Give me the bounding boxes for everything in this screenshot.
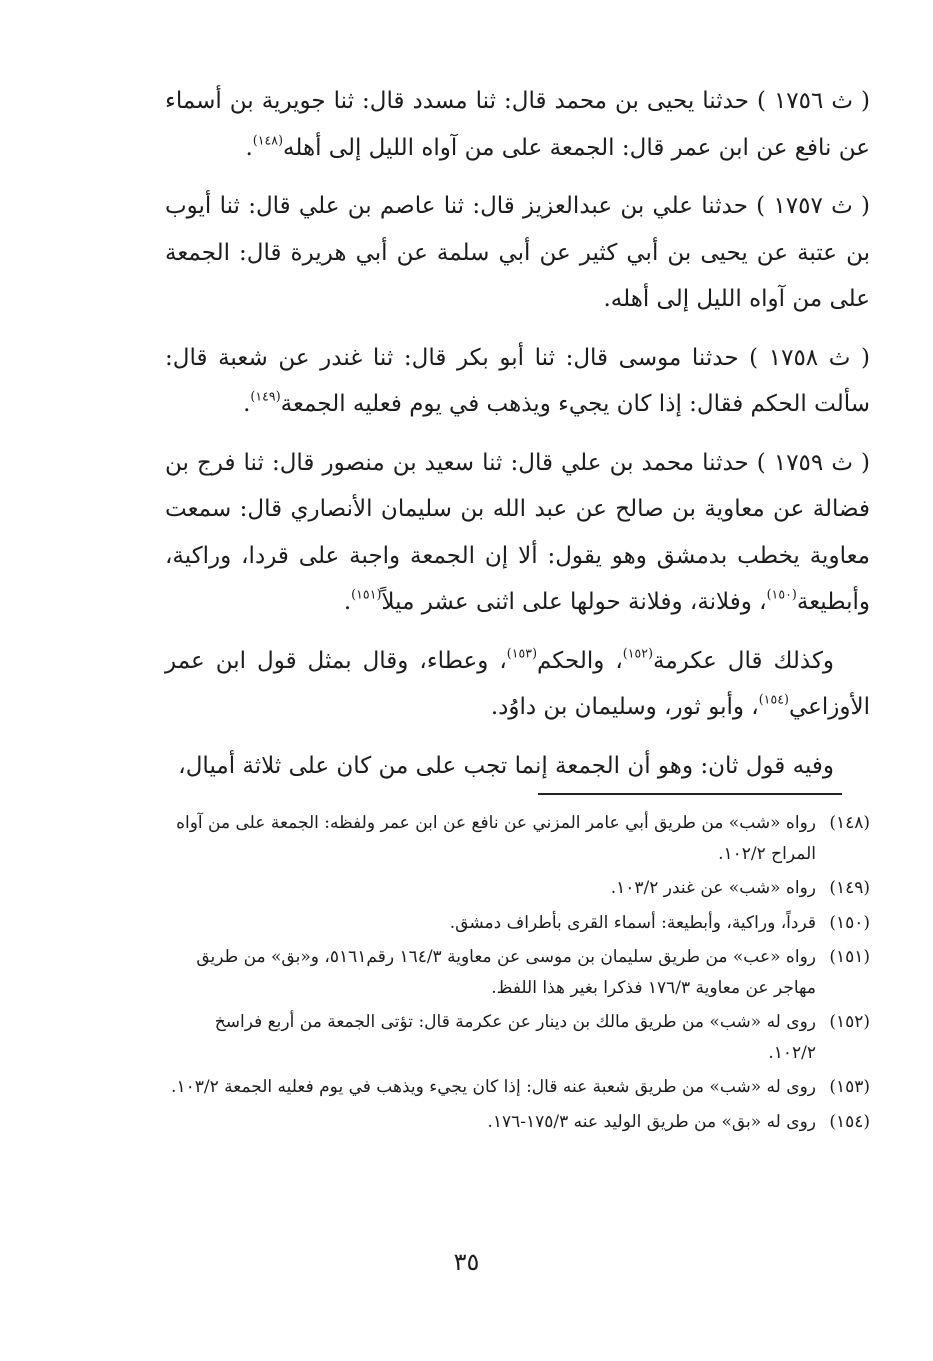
footnote-number: (١٥٢) xyxy=(829,1012,870,1032)
paragraph-athar-1759: ( ث ١٧٥٩ ) حدثنا محمد بن علي قال: ثنا سعيد بن منصور قال: ثنا فرج بن فضالة عن معاوية بن صالح عن عبد الله بن سليمان الأنصاري قال: سمعت معاوية يخطب بدمشق وهو يقول: ألا إن الجمعة واجبة على قردا، وراكية، وأبطيعة$^{(١٥٠)}$، وفلانة، وفلانة حولها على اثنى عشر ميلاً$^{(١٥١)}$. xyxy=(165,449,870,615)
footnote-number: (١٥٠) xyxy=(829,912,870,933)
footnotes xyxy=(165,808,870,1141)
footnote-152 xyxy=(165,1007,870,1068)
footnote-149 xyxy=(165,873,870,904)
footnote-154 xyxy=(165,1107,870,1138)
footnote-text: رواه «شب» عن غندر ١٠٣/٢. xyxy=(610,878,816,898)
main-text xyxy=(165,78,870,801)
footnote-text: رواه «شب» من طريق أبي عامر المزني عن نافع عن ابن عمر ولفظه: الجمعة على من آواه المراح ١٠٢/٢. xyxy=(176,813,816,864)
footnote-text: روى له «شب» من طريق مالك بن دينار عن عكرمة قال: تؤتى الجمعة من أربع فراسخ ١٠٢/٢. xyxy=(214,1012,816,1063)
footnote-text: رواه «عب» من طريق سليمان بن موسى عن معاوية ١٦٤/٣ رقم٥١٦١، و«بق» من طريق مهاجر عن معاوية ١٧٦/٣ فذكرا بغير هذا اللفظ. xyxy=(196,947,816,998)
footnote-ref: (١٥٠) xyxy=(766,586,797,602)
footnote-153 xyxy=(165,1072,870,1103)
footnote-text: روى له «شب» من طريق شعبة عنه قال: إذا كان يجيء ويذهب في يوم فعليه الجمعة ١٠٣/٢. xyxy=(171,1077,816,1097)
footnote-text: روى له «بق» من طريق الوليد عنه ١٧٥/٣-١٧٦. xyxy=(487,1111,816,1132)
footnote-ref: (١٤٨) xyxy=(252,131,284,147)
paragraph-opinions: وكذلك قال عكرمة$^{(١٥٢)}$، والحكم$^{(١٥٣)}$، وعطاء، وقال بمثل قول ابن عمر الأوزاعي$^{(١٥٤)}$، وأبو ثور، وسليمان بن داوُد. xyxy=(165,644,870,720)
footnote-number: (١٥١) xyxy=(829,947,870,967)
footnote-148 xyxy=(165,808,870,869)
page-number: ٣٥ xyxy=(453,1248,480,1276)
paragraph-second-opinion: وفيه قول ثان: وهو أن الجمعة إنما تجب على من كان على ثلاثة أميال، xyxy=(178,752,834,779)
footnote-ref: (١٥٢) xyxy=(622,644,654,660)
footnote-number: (١٥٤) xyxy=(829,1111,870,1132)
footnote-150 xyxy=(165,908,870,939)
footnote-ref: (١٥٤) xyxy=(758,691,789,707)
footnote-151 xyxy=(165,942,870,1003)
paragraph-athar-1756: ( ث ١٧٥٦ ) حدثنا يحيى بن محمد قال: ثنا مسدد قال: ثنا جويرية بن أسماء عن نافع عن ابن عمر قال: الجمعة على من آواه الليل إلى أهله$^{(١٤٨)}$. xyxy=(165,88,871,161)
footnote-number: (١٤٩) xyxy=(829,878,870,898)
paragraph-athar-1758: ( ث ١٧٥٨ ) حدثنا موسى قال: ثنا أبو بكر قال: ثنا غندر عن شعبة قال: سألت الحكم فقال: إذا كان يجيء ويذهب في يوم فعليه الجمعة$^{(١٤٩)}$. xyxy=(165,344,870,417)
footnote-ref: (١٤٩) xyxy=(250,388,281,404)
footnote-number: (١٤٨) xyxy=(829,813,870,833)
paragraph-athar-1757: ( ث ١٧٥٧ ) حدثنا علي بن عبدالعزيز قال: ثنا عاصم بن علي قال: ثنا أيوب بن عتبة عن يحيى بن أبي كثير عن أبي سلمة عن أبي هريرة قال: الجمعة على من آواه الليل إلى أهله. xyxy=(165,193,870,312)
footnote-number: (١٥٣) xyxy=(829,1077,870,1097)
footnote-ref: (١٥١) xyxy=(351,586,382,602)
footnote-ref: (١٥٣) xyxy=(506,644,537,660)
footnote-divider xyxy=(538,793,842,795)
footnote-text: قرداً، وراكية، وأبطيعة: أسماء القرى بأطراف دمشق. xyxy=(449,912,816,933)
